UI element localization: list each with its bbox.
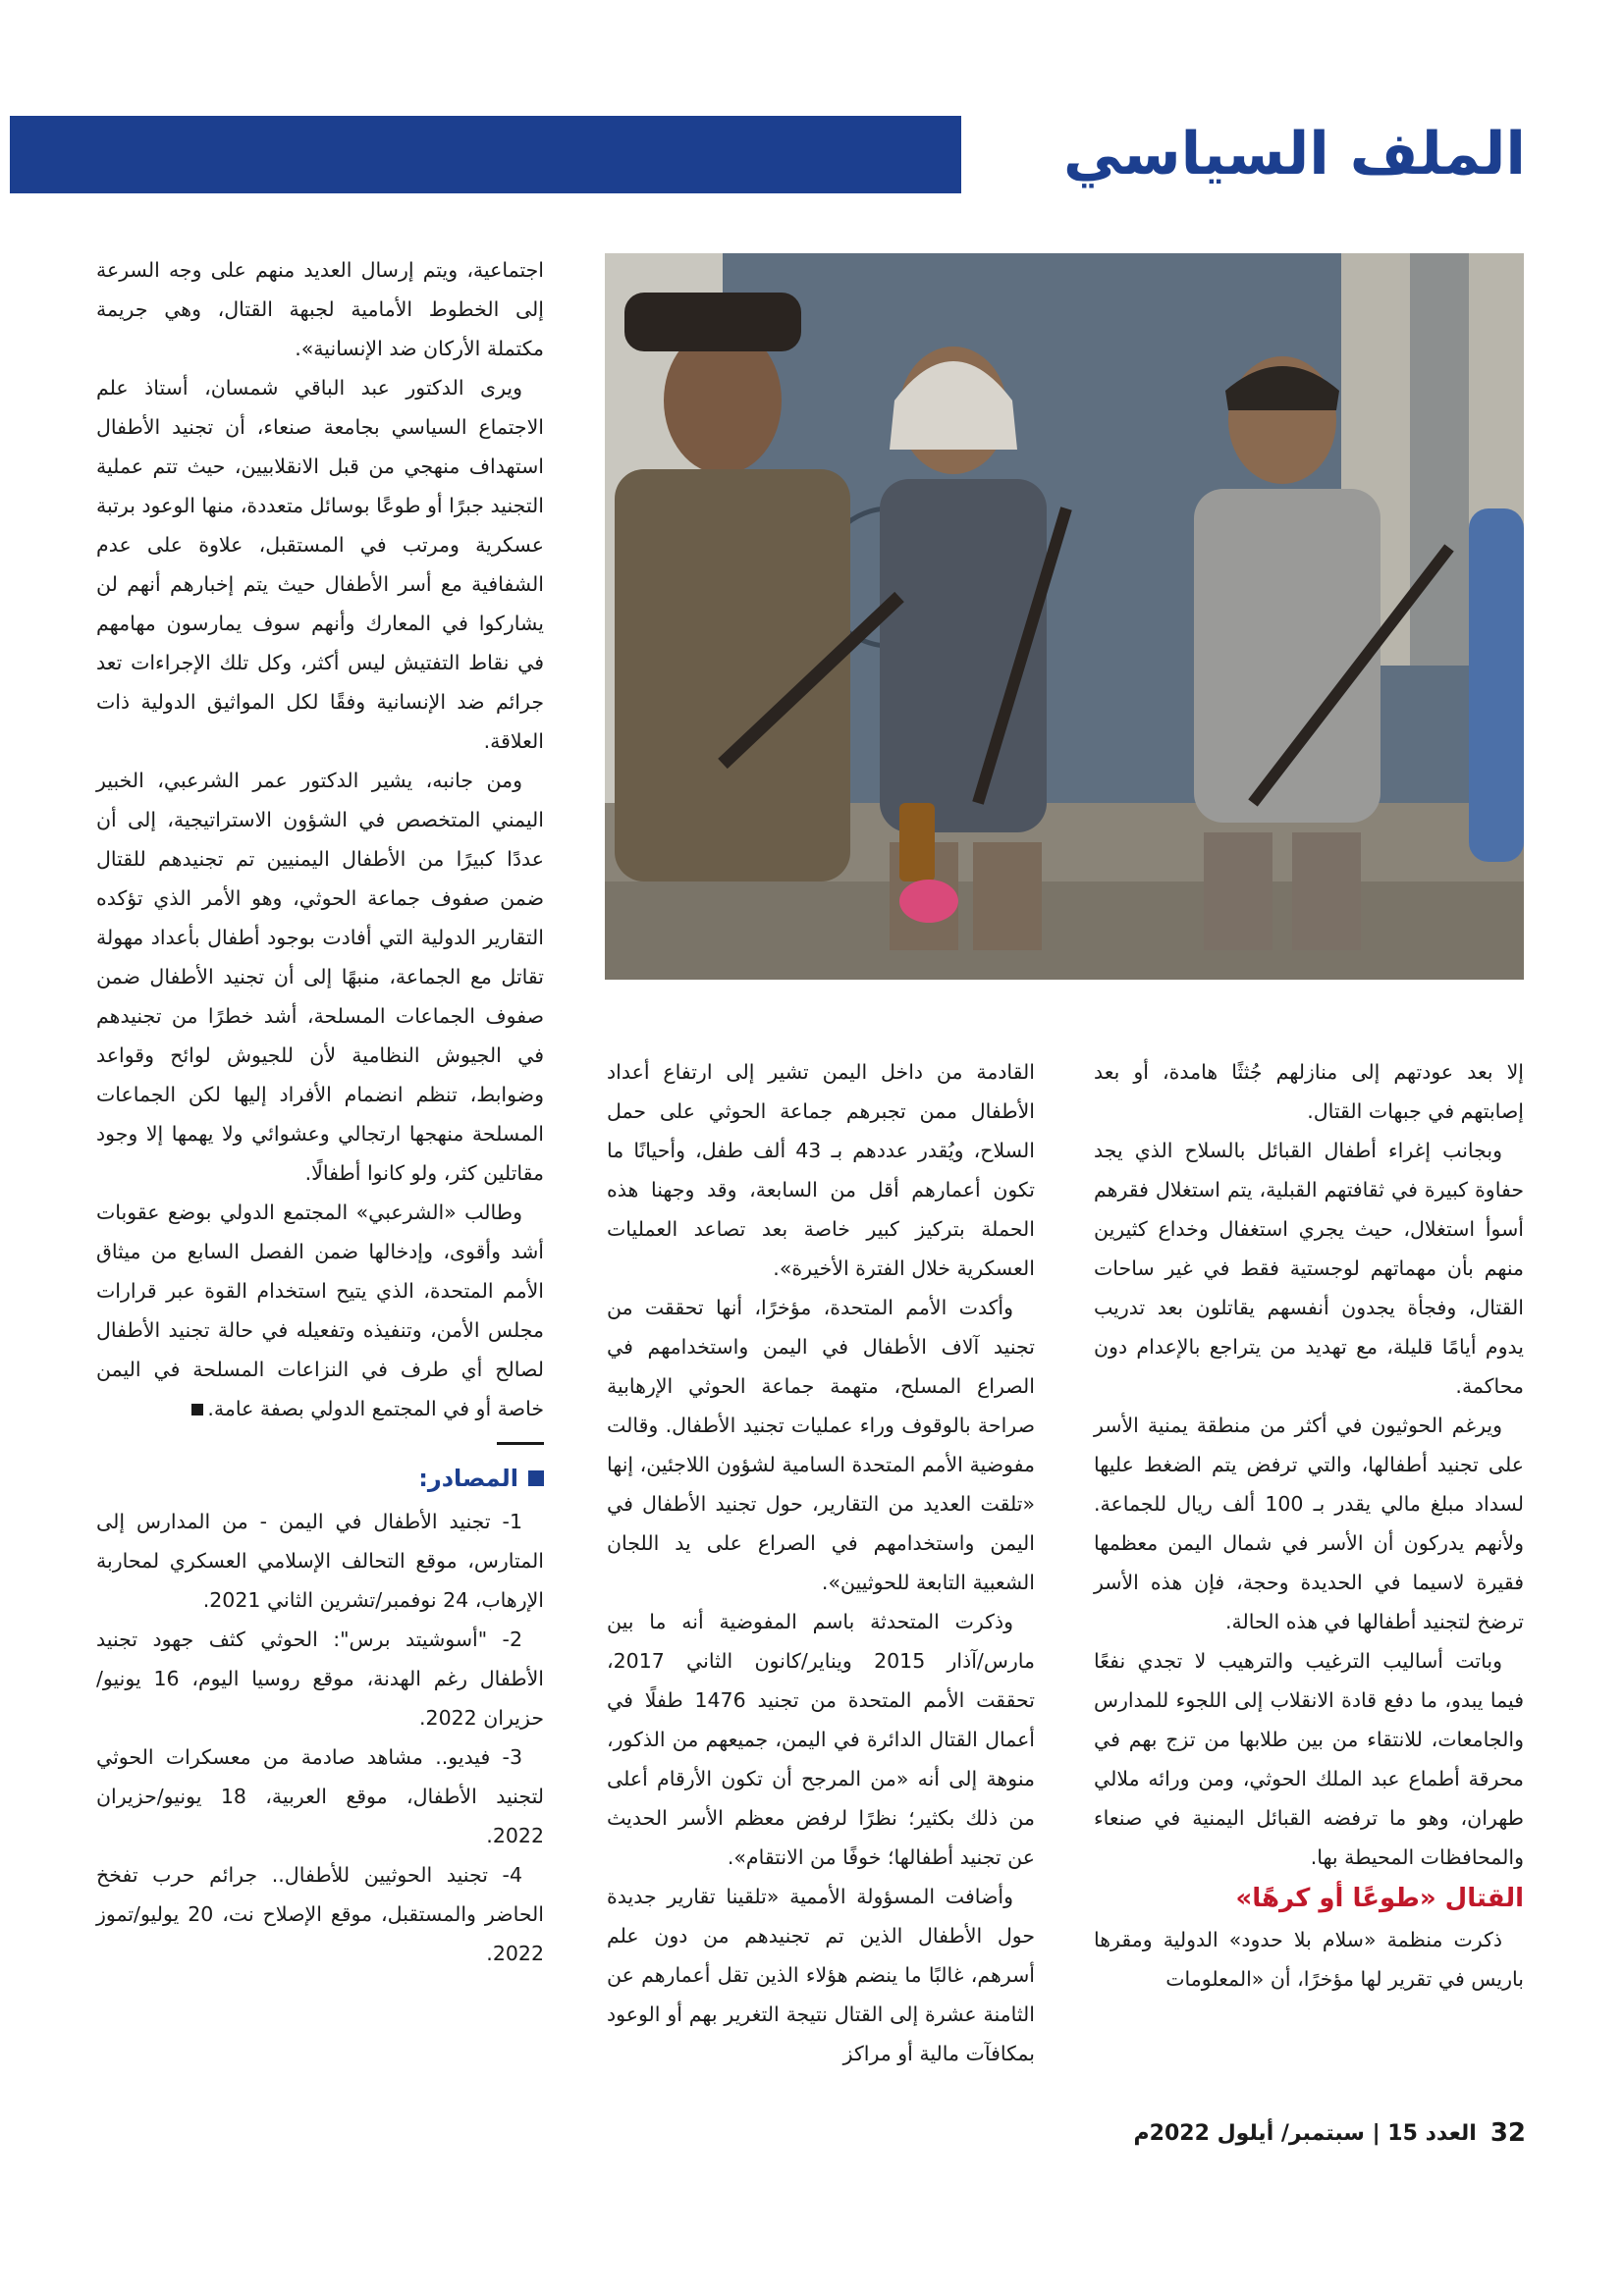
paragraph: وأضافت المسؤولة الأممية «تلقينا تقارير جديدة حول الأطفال الذين تم تجنيدهم من دون علم أسرهم، غالبًا ما ينضم هؤلاء الذين تقل أعمارهم عن الثامنة عشرة إلى القتال نتيجة التغرير بهم أو الوعود بمكافآت مالية أو مراكز xyxy=(607,1885,1035,2065)
paragraph-text: وطالب «الشرعبي» المجتمع الدولي بوضع عقوبات أشد وأقوى، وإدخالها ضمن الفصل السابع من ميثاق الأمم المتحدة، الذي يتيح استخدام القوة عبر قرارات مجلس الأمن، وتنفيذه وتفعيله في حالة تجنيد الأطفال لصالح أي طرف في النزاعات المسلحة في اليمن خاصة أو في المجتمع الدولي بصفة عامة. xyxy=(96,1201,544,1420)
divider xyxy=(497,1442,544,1445)
subheading: القتال «طوعًا أو كرهًا» xyxy=(1235,1884,1524,1913)
paragraph: وذكرت المتحدثة باسم المفوضية أنه ما بين مارس/آذار 2015 ويناير/كانون الثاني 2017، تحققت الأمم المتحدة من تجنيد 1476 طفلًا في أعمال القتال الدائرة في اليمن، جميعهم من الذكور، منوهة إلى أنه «من المرجح أن تكون الأرقام أعلى من ذلك بكثير؛ نظرًا لرفض معظم الأسر الحديث عن تجنيد أطفالها؛ خوفًا من الانتقام». xyxy=(607,1610,1035,1869)
paragraph: ويرغم الحوثيون في أكثر من منطقة يمنية الأسر على تجنيد أطفالها، والتي ترفض يتم الضغط عليها لسداد مبلغ مالي يقدر بـ 100 ألف ريال للجماعة. ولأنهم يدركون أن الأسر في شمال اليمن معظمها فقيرة لاسيما في الحديدة وحجة، فإن هذه الأسر ترضخ لتجنيد أطفالها في هذه الحالة. xyxy=(1094,1414,1525,1633)
source-item: 3- فيديو.. مشاهد صادمة من معسكرات الحوثي لتجنيد الأطفال، موقع العربية، 18 يونيو/حزيران 2022. xyxy=(96,1745,544,1847)
source-item: 4- تجنيد الحوثيين للأطفال.. جرائم حرب تفخخ الحاضر والمستقبل، موقع الإصلاح نت، 20 يوليو/تموز 2022. xyxy=(96,1863,544,1965)
photo-illustration xyxy=(605,253,1524,980)
paragraph: وبجانب إغراء أطفال القبائل بالسلاح الذي يجد حفاوة كبيرة في ثقافتهم القبلية، يتم استغلال فقرهم أسوأ استغلال، حيث يجري استغفال وخداع كثيرين منهم بأن مهماتهم لوجستية فقط في غير ساحات القتال، وفجأة يجدون أنفسهم يقاتلون بعد تدريب يدوم أيامًا قليلة، مع تهديد من يتراجع بالإعدام دون محاكمة. xyxy=(1094,1139,1524,1398)
square-bullet-icon xyxy=(528,1470,544,1486)
page-number: 32 xyxy=(1489,2118,1526,2148)
article-column-left xyxy=(96,250,544,1973)
paragraph: ذكرت منظمة «سلام بلا حدود» الدولية ومقرها باريس في تقرير لها مؤخرًا، أن «المعلومات xyxy=(1094,1928,1524,1991)
paragraph: ويرى الدكتور عبد الباقي شمسان، أستاذ علم الاجتماع السياسي بجامعة صنعاء، أن تجنيد الأطفال استهداف منهجي من قبل الانقلابيين، حيث تتم عملية التجنيد جبرًا أو طوعًا بوسائل متعددة، منها الوعود برتبة عسكرية ومرتب في المستقبل، علاوة على عدم الشفافية مع أسر الأطفال حيث يتم إخبارهم أنهم لن يشاركوا في المعارك وأنهم سوف يمارسون مهامهم في نقاط التفتيش ليس أكثر، وكل تلك الإجراءات تعد جرائم ضد الإنسانية وفقًا لكل المواثيق الدولية ذات العلاقة. xyxy=(96,376,544,753)
source-item: 2- "أسوشيتد برس": الحوثي كثف جهود تجنيد الأطفال رغم الهدنة، موقع روسيا اليوم، 16 يونيو/حزيران 2022. xyxy=(96,1628,544,1730)
sources-title: المصادر: xyxy=(418,1465,518,1492)
page-footer xyxy=(1134,2118,1526,2148)
issue-info: العدد 15 | سبتمبر/ أيلول 2022م xyxy=(1133,2120,1477,2146)
article-photo xyxy=(605,253,1524,980)
header-blue-bar xyxy=(10,116,961,193)
paragraph: ومن جانبه، يشير الدكتور عمر الشرعبي، الخبير اليمني المتخصص في الشؤون الاستراتيجية، إلى أن عددًا كبيرًا من الأطفال اليمنيين تم تجنيدهم للقتال ضمن صفوف جماعة الحوثي، وهو الأمر الذي تؤكده التقارير الدولية التي أفادت بوجود أطفال بأعداد مهولة تقاتل مع الجماعة، منبهًا إلى أن تجنيد الأطفال ضمن صفوف الجماعات المسلحة، أشد خطرًا من تجنيدهم في الجيوش النظامية لأن للجيوش لوائح وقواعد وضوابط، تنظم انضمام الأفراد إليها لكن الجماعات المسلحة منهجها ارتجالي وعشوائي ولا يهمها إلا وجود مقاتلين كثر، ولو كانوا أطفالًا. xyxy=(96,769,544,1185)
end-mark-icon xyxy=(191,1404,203,1415)
paragraph: وباتت أساليب الترغيب والترهيب لا تجدي نفعًا فيما يبدو، ما دفع قادة الانقلاب إلى اللجوء للمدارس والجامعات، للانتقاء من بين طلابها من تزج بهم في محرقة أطماع عبد الملك الحوثي، ومن ورائه ملالي طهران، وهو ما ترفضه القبائل اليمنية في صنعاء والمحافظات المحيطة بها. xyxy=(1094,1649,1524,1869)
article-column-middle xyxy=(607,1052,1035,2073)
paragraph: اجتماعية، ويتم إرسال العديد منهم على وجه السرعة إلى الخطوط الأمامية لجبهة القتال، وهي جريمة مكتملة الأركان ضد الإنسانية». xyxy=(96,258,544,360)
section-title: الملف السياسي xyxy=(1062,120,1526,188)
sources-heading xyxy=(96,1459,544,1498)
source-item: 1- تجنيد الأطفال في اليمن - من المدارس إلى المتارس، موقع التحالف الإسلامي العسكري لمحاربة الإرهاب، 24 نوفمبر/تشرين الثاني 2021. xyxy=(96,1510,544,1612)
paragraph: القادمة من داخل اليمن تشير إلى ارتفاع أعداد الأطفال ممن تجبرهم جماعة الحوثي على حمل السلاح، ويُقدر عددهم بـ 43 ألف طفل، وأحيانًا ما تكون أعمارهم أقل من السابعة، وقد وجهنا هذه الحملة بتركيز كبير خاصة بعد تصاعد العمليات العسكرية خلال الفترة الأخيرة». xyxy=(607,1060,1035,1280)
paragraph: وأكدت الأمم المتحدة، مؤخرًا، أنها تحققت من تجنيد آلاف الأطفال في اليمن واستخدامهم في الصراع المسلح، متهمة جماعة الحوثي الإرهابية صراحة بالوقوف وراء عمليات تجنيد الأطفال. وقالت مفوضية الأمم المتحدة السامية لشؤون اللاجئين، إنها «تلقت العديد من التقارير، حول تجنيد الأطفال في اليمن واستخدامهم في الصراع على يد اللجان الشعبية التابعة للحوثيين». xyxy=(607,1296,1035,1594)
article-column-right xyxy=(1094,1052,1524,1999)
paragraph: إلا بعد عودتهم إلى منازلهم جُثثًا هامدة، أو بعد إصابتهم في جبهات القتال. xyxy=(1094,1060,1524,1123)
paragraph xyxy=(96,1193,544,1428)
